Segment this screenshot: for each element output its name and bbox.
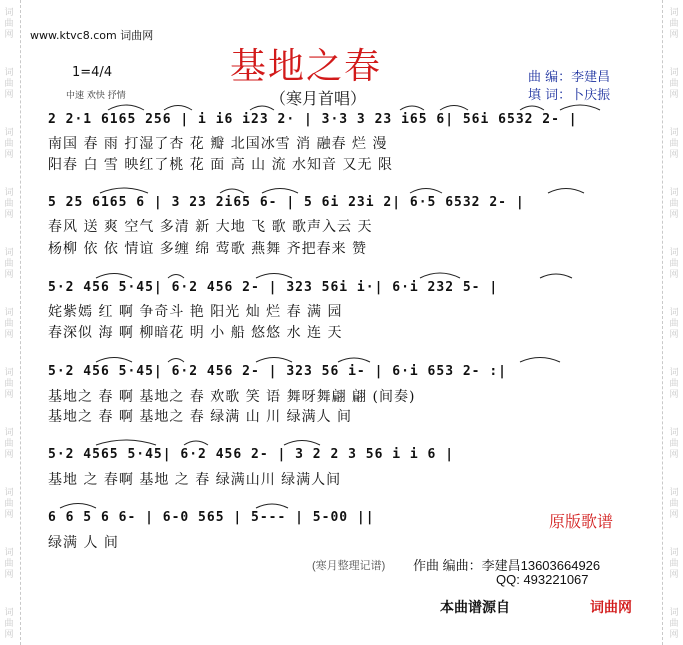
slur-arc [96,274,132,279]
tempo-marking: 中速 欢快 抒情 [66,91,126,101]
watermark-glyph: 词 曲 网 [4,368,14,400]
watermark-glyph: 词 曲 网 [669,68,679,100]
watermark-glyph: 词 曲 网 [4,68,14,100]
slur-arc [410,189,442,194]
watermark-glyph: 词 曲 网 [669,488,679,520]
right-border [662,0,663,645]
lyrics-row-6: 绿满 人 间 [48,535,119,551]
slur-arc [262,189,298,194]
notation-row-3: 5·2 456 5·45| 6·2 456 2- | 323 56i i·| 6·i 232 5- | [48,280,499,295]
watermark-glyph: 词 曲 网 [669,608,679,640]
slur-arc [108,105,144,110]
song-title: 基地之春 [230,46,383,87]
transcriber-note: (寒月整理记谱) [312,560,386,572]
watermark-glyph: 词 曲 网 [669,8,679,40]
notation-row-6: 6 6 5 6 6- | 6-0 565 | 5--- | 5-00 || [48,510,375,525]
watermark-glyph: 词 曲 网 [4,488,14,520]
notation-row-5: 5·2 4565 5·45| 6·2 456 2- | 3 2 2 3 56 i i 6 | [48,447,455,462]
slur-arc [540,274,572,278]
slur-arc [256,358,292,363]
watermark-glyph: 词 曲 网 [669,188,679,220]
slur-arc [338,358,370,362]
slur-arc [560,105,600,110]
key-signature: 1=4/4 [72,65,113,80]
slur-arc [400,106,424,110]
slur-arc [164,106,192,111]
slur-arc [60,504,96,509]
lyrics-row-3-verse-2: 春深似 海 啊 柳暗花 明 小 船 悠悠 水 连 天 [48,325,343,341]
composer-credit: 曲 编：李建昌 [528,70,611,85]
slur-arc [520,106,544,110]
slur-arc [256,504,288,508]
lyricist-credit: 填 词：卜庆振 [528,88,611,103]
watermark-glyph: 词 曲 网 [669,128,679,160]
slur-arc [440,106,468,111]
notation-row-2: 5 25 6165 6 | 3 23 2i65 6- | 5 6i 23i 2| 6·5 6532 2- | [48,195,525,210]
notation-row-4: 5·2 456 5·45| 6·2 456 2- | 323 56 i- | 6·i 653 2- :| [48,364,507,379]
lyrics-row-3-verse-1: 姹紫嫣 红 啊 争奇斗 艳 阳光 灿 烂 春 满 园 [48,304,343,320]
watermark-glyph: 词 曲 网 [669,548,679,580]
watermark-glyph: 词 曲 网 [669,428,679,460]
source-label: 本曲谱源自 [440,600,510,616]
slur-arc [96,358,132,363]
left-border [20,0,21,645]
watermark-glyph: 词 曲 网 [4,8,14,40]
lyrics-row-4-verse-2: 基地之 春 啊 基地之 春 绿满 山 川 绿满人 间 [48,409,353,425]
watermark-glyph: 词 曲 网 [4,308,14,340]
watermark-glyph: 词 曲 网 [669,248,679,280]
original-score-badge: 原版歌谱 [549,512,614,531]
watermark-glyph: 词 曲 网 [4,428,14,460]
lyrics-row-2-verse-1: 春风 送 爽 空气 多清 新 大地 飞 歌 歌声入云 天 [48,219,373,235]
lyrics-row-1-verse-1: 南国 春 雨 打湿了杏 花 瓣 北国冰雪 消 融春 烂 漫 [48,136,388,152]
watermark-glyph: 词 曲 网 [4,608,14,640]
slur-arc [96,440,156,445]
watermark-glyph: 词 曲 网 [669,308,679,340]
slur-arc [168,275,184,279]
slur-arc [520,358,560,363]
watermark-glyph: 词 曲 网 [4,248,14,280]
slur-arc [100,188,148,193]
slur-arc [284,441,320,446]
qq-contact: QQ: 493221067 [496,572,589,587]
watermark-glyph: 词 曲 网 [4,188,14,220]
watermark-glyph: 词 曲 网 [669,368,679,400]
slur-arc [168,359,184,363]
slur-arc [256,274,292,279]
slur-arc [420,273,460,278]
notation-row-1: 2 2·1 6165 256 | i i6 i23 2· | 3·3 3 23 i65 6| 56i 6532 2- | [48,112,578,127]
slur-arc [220,189,244,193]
watermark-glyph: 词 曲 网 [4,548,14,580]
song-subtitle: （寒月首唱） [270,89,367,108]
source-site-link[interactable]: 词曲网 [590,600,632,616]
lyrics-row-5: 基地 之 春啊 基地 之 春 绿满山川 绿满人间 [48,472,342,488]
lyrics-row-4-verse-1: 基地之 春 啊 基地之 春 欢歌 笑 语 舞呀舞翩 翩 (间奏) [48,389,416,405]
arranger-credit: 作曲 编曲：李建昌13603664926 [413,558,601,573]
site-header[interactable]: www.ktvc8.com 词曲网 [30,29,154,42]
slur-arc [548,189,584,194]
watermark-glyph: 词 曲 网 [4,128,14,160]
lyrics-row-1-verse-2: 阳春 白 雪 映红了桃 花 面 高 山 流 水知音 又无 限 [48,157,393,173]
lyrics-row-2-verse-2: 杨柳 依 依 情谊 多缠 绵 莺歌 燕舞 齐把春来 赞 [48,241,368,257]
slur-arc [184,441,208,445]
